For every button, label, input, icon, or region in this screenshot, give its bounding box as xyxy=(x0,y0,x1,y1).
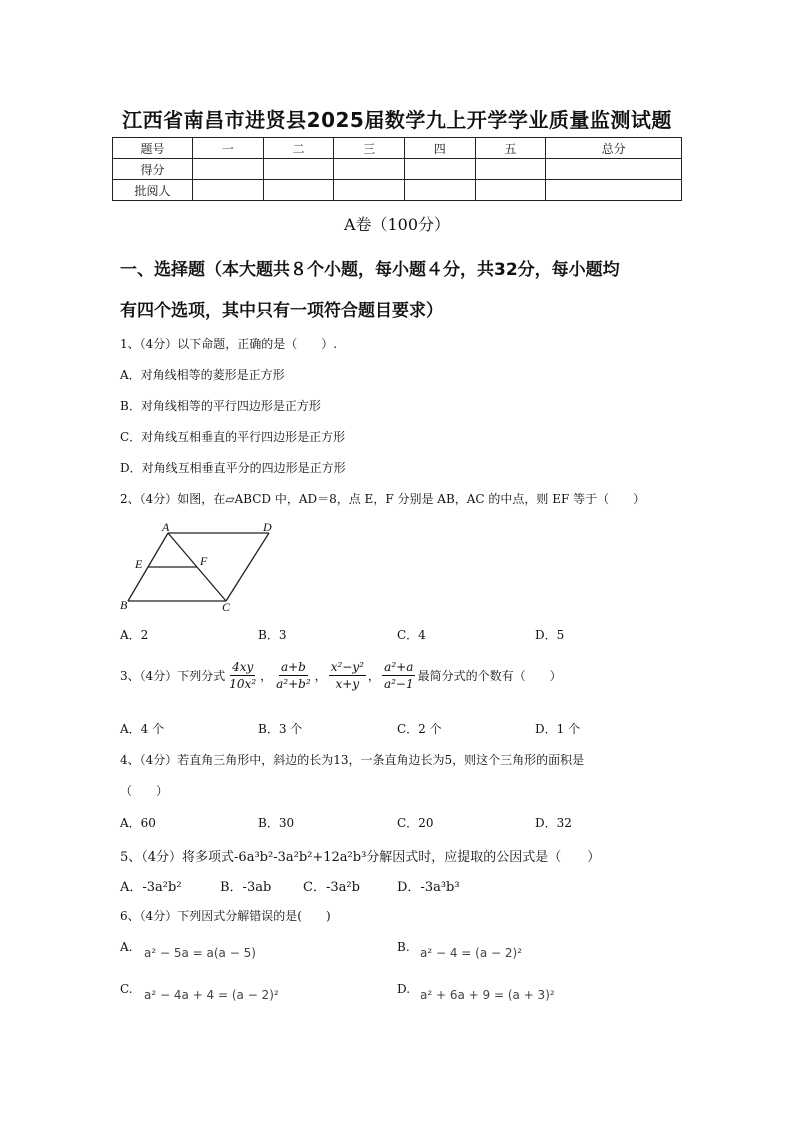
label-a: A xyxy=(162,520,170,534)
q3-option-c: C．2 个 xyxy=(397,722,442,736)
question-6-stem: 6、（4分）下列因式分解错误的是( ) xyxy=(120,909,331,923)
q3-fraction-1: $\frac{4xy}{\text{10x²}}$ xyxy=(229,660,257,691)
score-cell xyxy=(334,180,405,201)
side-dc xyxy=(226,533,269,601)
score-header-cell: 题号 xyxy=(113,138,193,159)
score-table-header-row xyxy=(113,138,682,159)
q3-fraction-2: $\frac{a+b}{\text{a²+b²}}$ xyxy=(276,660,311,691)
score-header-cell: 五 xyxy=(475,138,546,159)
q2-option-a: A．2 xyxy=(120,628,149,642)
question-4-stem-line2: （ ） xyxy=(120,784,169,798)
score-cell xyxy=(546,180,682,201)
q3-fraction-4: $\frac{\text{a²+a}}{\text{a²−1}}$ xyxy=(383,660,414,691)
q6-option-c-letter: C. xyxy=(120,982,133,996)
q3-option-b: B．3 个 xyxy=(258,722,303,736)
score-header-cell: 三 xyxy=(334,138,405,159)
q4-option-d: D．32 xyxy=(535,816,572,830)
question-3-stem xyxy=(120,660,562,691)
label-d: D xyxy=(263,520,272,534)
score-cell xyxy=(404,159,475,180)
score-row-label: 批阅人 xyxy=(113,180,193,201)
q6-option-b-expression: a² − 4 = (a − 2)² xyxy=(420,946,523,960)
q3-separator: ， xyxy=(260,669,273,683)
score-cell xyxy=(263,180,334,201)
q6-option-d-expression: a² + 6a + 9 = (a + 3)² xyxy=(420,988,555,1002)
q4-option-c: C．20 xyxy=(397,816,434,830)
q6-option-a-expression: a² − 5a = a(a − 5) xyxy=(144,946,256,960)
score-header-cell: 总分 xyxy=(546,138,682,159)
q1-option-d: D．对角线互相垂直平分的四边形是正方形 xyxy=(120,461,346,475)
exam-title: 江西省南昌市进贤县2025届数学九上开学学业质量监测试题 xyxy=(122,108,672,132)
score-cell xyxy=(334,159,405,180)
q1-option-b: B．对角线相等的平行四边形是正方形 xyxy=(120,399,321,413)
q2-option-d: D．5 xyxy=(535,628,565,642)
q3-fraction-3: $\frac{\text{x²−y²}}{x+y}$ xyxy=(330,660,364,691)
section-heading-line1: 一、选择题（本大题共８个小题，每小题４分，共32分，每小题均 xyxy=(120,260,620,280)
score-cell xyxy=(404,180,475,201)
q5-option-b: B．-3ab xyxy=(220,880,272,895)
score-header-cell: 一 xyxy=(193,138,264,159)
label-e: E xyxy=(135,557,143,571)
question-4-stem-line1: 4、（4分）若直角三角形中，斜边的长为13，一条直角边长为5，则这个三角形的面积是 xyxy=(120,753,585,767)
score-cell xyxy=(546,159,682,180)
score-row-label: 得分 xyxy=(113,159,193,180)
q3-separator: ， xyxy=(367,669,380,683)
score-table-row xyxy=(113,180,682,201)
q3-stem-suffix: 最简分式的个数有（ ） xyxy=(417,669,562,683)
score-cell xyxy=(193,180,264,201)
score-cell xyxy=(475,180,546,201)
q5-option-a: A．-3a²b² xyxy=(120,880,182,895)
score-cell xyxy=(475,159,546,180)
paper-part-heading: A卷（100分） xyxy=(343,215,451,234)
score-header-cell: 二 xyxy=(263,138,334,159)
q3-option-a: A．4 个 xyxy=(120,722,165,736)
q4-option-b: B．30 xyxy=(258,816,295,830)
q6-option-d-letter: D. xyxy=(397,982,411,996)
parallelogram-figure xyxy=(112,518,282,614)
q1-option-a: A．对角线相等的菱形是正方形 xyxy=(120,368,285,382)
q3-stem-prefix: 3、（4分）下列分式 xyxy=(120,669,226,683)
q6-option-b-letter: B. xyxy=(397,940,410,954)
q3-separator: ， xyxy=(314,669,327,683)
score-table-row xyxy=(113,159,682,180)
q2-option-c: C．4 xyxy=(397,628,426,642)
question-1-stem: 1、（4分）以下命题，正确的是（ ）. xyxy=(120,337,338,351)
score-header-cell: 四 xyxy=(404,138,475,159)
section-heading-line2: 有四个选项，其中只有一项符合题目要求） xyxy=(120,301,443,321)
q6-option-c-expression: a² − 4a + 4 = (a − 2)² xyxy=(144,988,279,1002)
label-f: F xyxy=(200,554,208,568)
q2-option-b: B．3 xyxy=(258,628,287,642)
q6-option-a-letter: A. xyxy=(120,940,133,954)
label-b: B xyxy=(120,598,128,612)
question-5-stem: 5、（4分）将多项式-6a³b²-3a²b²+12a²b³分解因式时，应提取的公因式是（ ） xyxy=(120,850,601,865)
q4-option-a: A．60 xyxy=(120,816,156,830)
q3-option-d: D．1 个 xyxy=(535,722,581,736)
label-c: C xyxy=(222,600,231,614)
q5-option-c: C．-3a²b xyxy=(303,880,360,895)
score-table xyxy=(112,137,682,201)
q1-option-c: C．对角线互相垂直的平行四边形是正方形 xyxy=(120,430,346,444)
question-2-stem: 2、（4分）如图，在▱ABCD 中，AD＝8，点 E，F 分别是 AB，AC 的中点，则 EF 等于（ ） xyxy=(120,492,646,506)
score-cell xyxy=(193,159,264,180)
score-cell xyxy=(263,159,334,180)
q5-option-d: D．-3a³b³ xyxy=(397,880,460,895)
